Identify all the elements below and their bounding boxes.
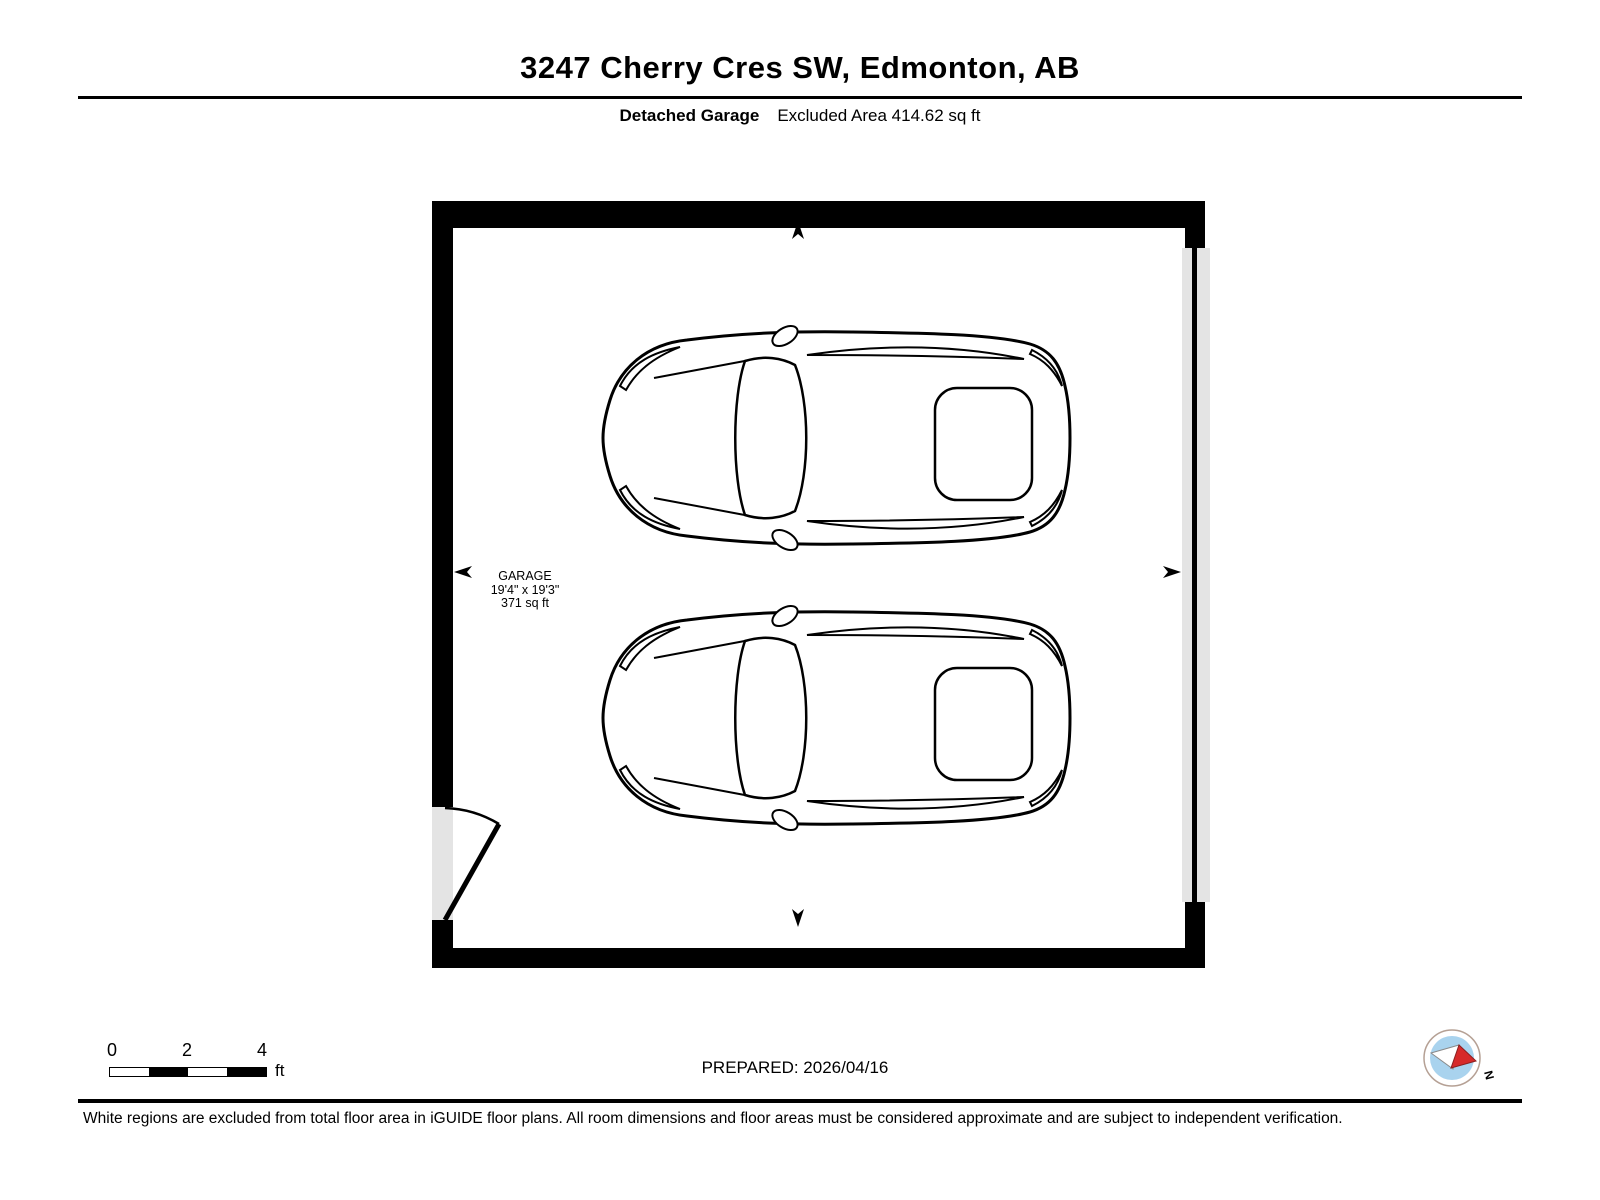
scale-seg-4 bbox=[227, 1068, 266, 1076]
compass-icon bbox=[1414, 1020, 1500, 1100]
floorplan-drawing bbox=[420, 190, 1220, 980]
scale-unit-label: ft bbox=[275, 1061, 285, 1080]
wall-top bbox=[432, 201, 1203, 228]
disclaimer-text: White regions are excluded from total floor area in iGUIDE floor plans. All room dimensions and floor areas must be considered approximate and are subject to independent verification. bbox=[83, 1110, 1343, 1127]
room-dimensions: 19'4" x 19'3" bbox=[490, 583, 560, 597]
scale-seg-1 bbox=[110, 1068, 149, 1076]
prepared-date: PREPARED: 2026/04/16 bbox=[701, 1058, 889, 1077]
room-area: 371 sq ft bbox=[501, 596, 549, 610]
car-top-view-2 bbox=[603, 602, 1070, 834]
entry-door-leaf bbox=[445, 824, 499, 920]
garage-door-panel bbox=[1192, 248, 1197, 902]
wall-left-upper bbox=[432, 201, 453, 807]
entry-door-opening bbox=[432, 807, 453, 920]
wall-right-upper bbox=[1185, 201, 1205, 248]
scale-bar bbox=[105, 1040, 325, 1086]
page-title: 3247 Cherry Cres SW, Edmonton, AB bbox=[520, 50, 1080, 85]
header-divider bbox=[78, 96, 1522, 99]
room-name: GARAGE bbox=[498, 569, 552, 583]
scale-tick-0: 0 bbox=[106, 1040, 117, 1060]
car-top-view-1 bbox=[603, 322, 1070, 554]
entry-door-swing-arc bbox=[445, 808, 499, 824]
scale-seg-2 bbox=[149, 1068, 188, 1076]
scale-tick-4: 4 bbox=[256, 1040, 267, 1060]
scale-seg-3 bbox=[188, 1068, 227, 1076]
wall-right-lower bbox=[1185, 902, 1205, 968]
plan-subtitle bbox=[0, 106, 1600, 126]
plan-arrow-down-icon bbox=[792, 909, 804, 927]
wall-bottom bbox=[432, 948, 1203, 968]
scale-bar-segments bbox=[109, 1067, 267, 1077]
floor-label: Detached Garage bbox=[619, 106, 760, 125]
plan-arrow-left-icon bbox=[454, 566, 472, 578]
plan-arrow-right-icon bbox=[1163, 566, 1181, 578]
footer-divider bbox=[78, 1099, 1522, 1103]
compass-north-label: N bbox=[1481, 1069, 1497, 1082]
scale-tick-2: 2 bbox=[181, 1040, 192, 1060]
excluded-area-label: Excluded Area 414.62 sq ft bbox=[777, 106, 981, 125]
